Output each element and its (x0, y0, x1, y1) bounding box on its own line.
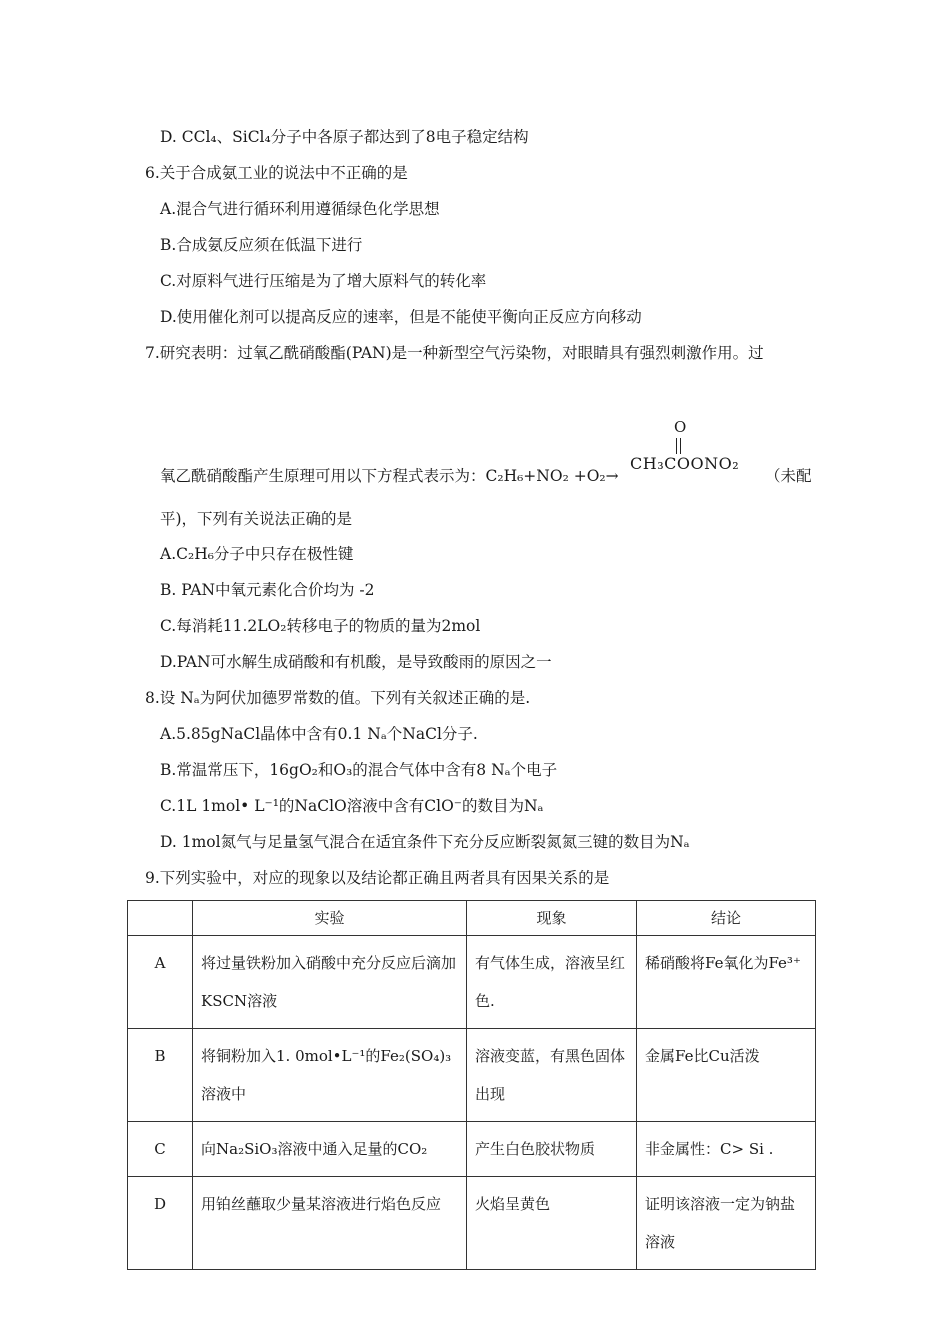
question-7-continued: 平)，下列有关说法正确的是 (160, 510, 353, 528)
conclusion-cell: 证明该溶液一定为钠盐溶液 (637, 1177, 816, 1270)
q7-option-c: C.每消耗11.2LO₂转移电子的物质的量为2mol (160, 617, 481, 635)
row-label: C (128, 1122, 193, 1177)
row-label: D (128, 1177, 193, 1270)
question-8: 8.设 Nₐ为阿伏加德罗常数的值。下列有关叙述正确的是. (145, 689, 531, 707)
experiment-cell: 将铜粉加入1. 0mol•L⁻¹的Fe₂(SO₄)₃溶液中 (193, 1029, 467, 1122)
table-row (128, 1122, 816, 1177)
table-header-row (128, 901, 816, 936)
experiment-cell: 用铂丝蘸取少量某溶液进行焰色反应 (193, 1177, 467, 1270)
experiment-table (127, 900, 816, 1270)
table-header-phenomenon: 现象 (467, 901, 637, 936)
question-7-equation-tail: （未配 (765, 467, 812, 485)
table-header-blank (128, 901, 193, 936)
q7-option-a: A.C₂H₆分子中只存在极性键 (160, 545, 354, 563)
double-bond-icon (676, 438, 682, 454)
experiment-cell: 将过量铁粉加入硝酸中充分反应后滴加KSCN溶液 (193, 936, 467, 1029)
phenomenon-cell: 产生白色胶状物质 (467, 1122, 637, 1177)
row-label: B (128, 1029, 193, 1122)
question-6: 6.关于合成氨工业的说法中不正确的是 (145, 164, 408, 182)
table-header-experiment: 实验 (193, 901, 467, 936)
pan-structure: CH₃COONO₂ (630, 454, 740, 473)
q8-option-c: C.1L 1mol• L⁻¹的NaClO溶液中含有ClO⁻的数目为Nₐ (160, 797, 544, 815)
q6-option-c: C.对原料气进行压缩是为了增大原料气的转化率 (160, 272, 487, 290)
q6-option-a: A.混合气进行循环利用遵循绿色化学思想 (160, 200, 440, 218)
experiment-cell: 向Na₂SiO₃溶液中通入足量的CO₂ (193, 1122, 467, 1177)
q6-option-d: D.使用催化剂可以提高反应的速率，但是不能使平衡向正反应方向移动 (160, 308, 642, 326)
question-7: 7.研究表明：过氧乙酰硝酸酯(PAN)是一种新型空气污染物，对眼睛具有强烈刺激作用。过 (145, 344, 764, 362)
q8-option-d: D. 1mol氮气与足量氢气混合在适宜条件下充分反应断裂氮氮三键的数目为Nₐ (160, 833, 690, 851)
q8-option-b: B.常温常压下，16gO₂和O₃的混合气体中含有8 Nₐ个电子 (160, 761, 558, 779)
q6-option-b: B.合成氨反应须在低温下进行 (160, 236, 363, 254)
phenomenon-cell: 溶液变蓝，有黑色固体出现 (467, 1029, 637, 1122)
carbonyl-oxygen: O (674, 418, 687, 436)
table-row (128, 936, 816, 1029)
q8-option-a: A.5.85gNaCl晶体中含有0.1 Nₐ个NaCl分子. (160, 725, 478, 743)
row-label: A (128, 936, 193, 1029)
question-7-equation: 氧乙酰硝酸酯产生原理可用以下方程式表示为：C₂H₆+NO₂ +O₂→ (160, 467, 619, 485)
q5-option-d: D. CCl₄、SiCl₄分子中各原子都达到了8电子稳定结构 (160, 128, 529, 146)
table-row (128, 1177, 816, 1270)
question-9: 9.下列实验中，对应的现象以及结论都正确且两者具有因果关系的是 (145, 869, 610, 887)
phenomenon-cell: 火焰呈黄色 (467, 1177, 637, 1270)
phenomenon-cell: 有气体生成，溶液呈红色. (467, 936, 637, 1029)
conclusion-cell: 非金属性：C> Si . (637, 1122, 816, 1177)
table-header-conclusion: 结论 (637, 901, 816, 936)
conclusion-cell: 稀硝酸将Fe氧化为Fe³⁺ (637, 936, 816, 1029)
table-row (128, 1029, 816, 1122)
q7-option-b: B. PAN中氧元素化合价均为 -2 (160, 581, 375, 599)
conclusion-cell: 金属Fe比Cu活泼 (637, 1029, 816, 1122)
pan-structural-formula (630, 418, 760, 480)
q7-option-d: D.PAN可水解生成硝酸和有机酸，是导致酸雨的原因之一 (160, 653, 552, 671)
